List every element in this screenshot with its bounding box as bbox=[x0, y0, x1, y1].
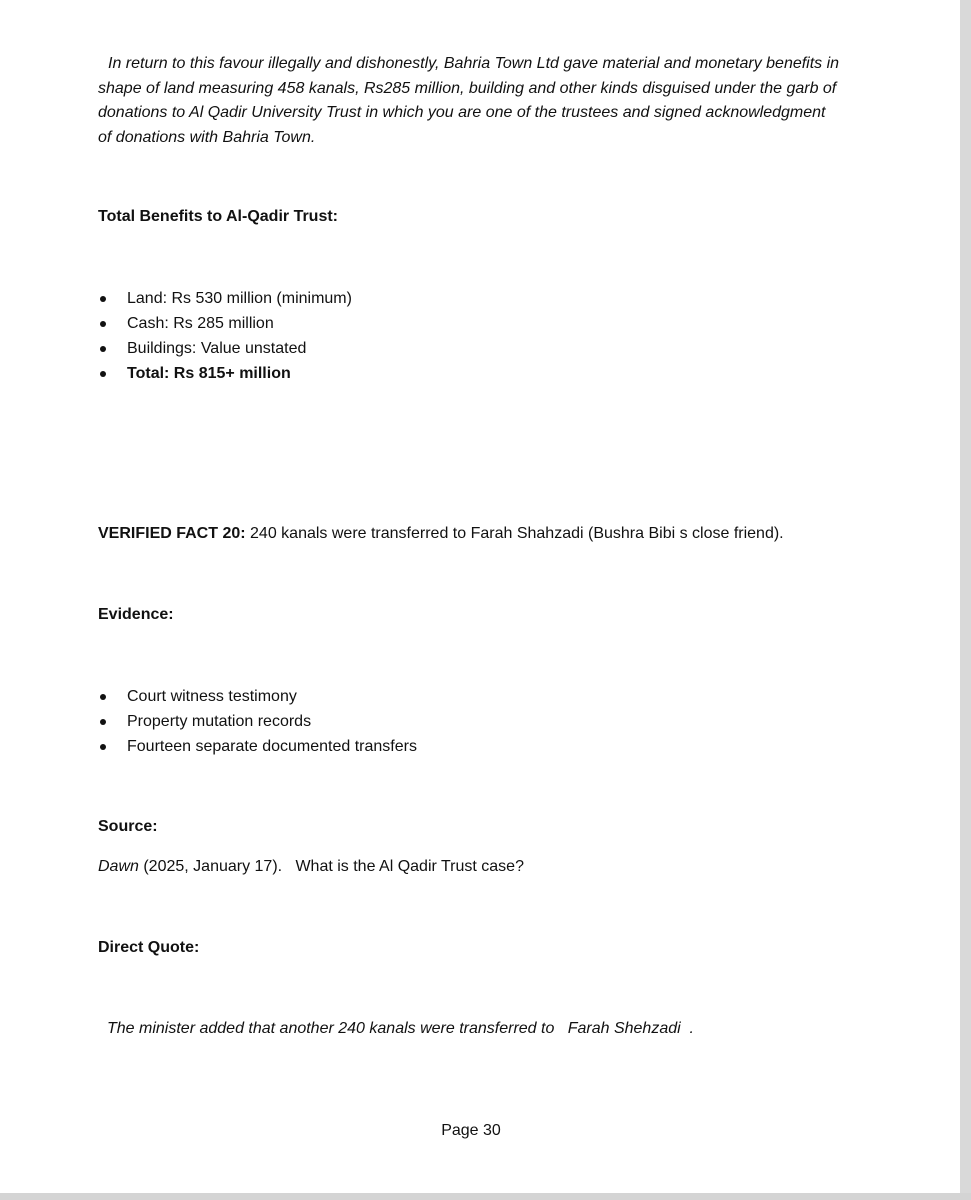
list-item bbox=[98, 361, 352, 386]
page-edge-right bbox=[960, 0, 971, 1200]
source-publication: Dawn bbox=[98, 858, 139, 875]
page-number: Page 30 bbox=[441, 1122, 501, 1139]
source-citation-text: (2025, January 17). What is the Al Qadir Trust case? bbox=[138, 858, 524, 875]
bullet-icon bbox=[100, 371, 106, 377]
list-item bbox=[98, 336, 352, 361]
direct-quote-heading: Direct Quote: bbox=[98, 939, 200, 956]
list-item bbox=[98, 286, 352, 311]
benefit-cash: Cash: Rs 285 million bbox=[127, 315, 274, 332]
intro-paragraph: In return to this favour illegally and dishonestly, Bahria Town Ltd gave material and monetary benefits in shape of land measuring 458 kanals, Rs285 million, building and other kinds disguised under the garb of donations to Al Qadir University Trust in which you are one of the trustees and signed acknowledgment of donations with Bahria Town. bbox=[98, 55, 840, 146]
verified-fact-label: VERIFIED FACT 20: bbox=[98, 525, 246, 542]
benefit-buildings: Buildings: Value unstated bbox=[127, 340, 307, 357]
evidence-item: Property mutation records bbox=[127, 713, 312, 730]
list-item bbox=[98, 709, 417, 734]
source-heading: Source: bbox=[98, 818, 158, 835]
evidence-item: Court witness testimony bbox=[127, 688, 297, 705]
bullet-icon bbox=[100, 346, 106, 352]
page-edge-bottom bbox=[0, 1193, 971, 1200]
benefits-list bbox=[98, 286, 352, 386]
source-citation bbox=[98, 857, 524, 877]
bullet-icon bbox=[100, 719, 106, 725]
list-item bbox=[98, 684, 417, 709]
direct-quote-text: The minister added that another 240 kanals were transferred to Farah Shehzadi . bbox=[107, 1020, 694, 1037]
evidence-list bbox=[98, 684, 417, 759]
bullet-icon bbox=[100, 744, 106, 750]
benefits-heading: Total Benefits to Al-Qadir Trust: bbox=[98, 208, 339, 225]
benefit-land: Land: Rs 530 million (minimum) bbox=[127, 290, 352, 307]
bullet-icon bbox=[100, 296, 106, 302]
verified-fact-text: 240 kanals were transferred to Farah Shahzadi (Bushra Bibi s close friend). bbox=[245, 525, 784, 542]
evidence-item: Fourteen separate documented transfers bbox=[127, 738, 417, 755]
evidence-heading: Evidence: bbox=[98, 606, 174, 623]
benefit-total: Total: Rs 815+ million bbox=[127, 365, 291, 382]
list-item bbox=[98, 734, 417, 759]
bullet-icon bbox=[100, 321, 106, 327]
bullet-icon bbox=[100, 694, 106, 700]
list-item bbox=[98, 311, 352, 336]
verified-fact bbox=[98, 524, 784, 544]
